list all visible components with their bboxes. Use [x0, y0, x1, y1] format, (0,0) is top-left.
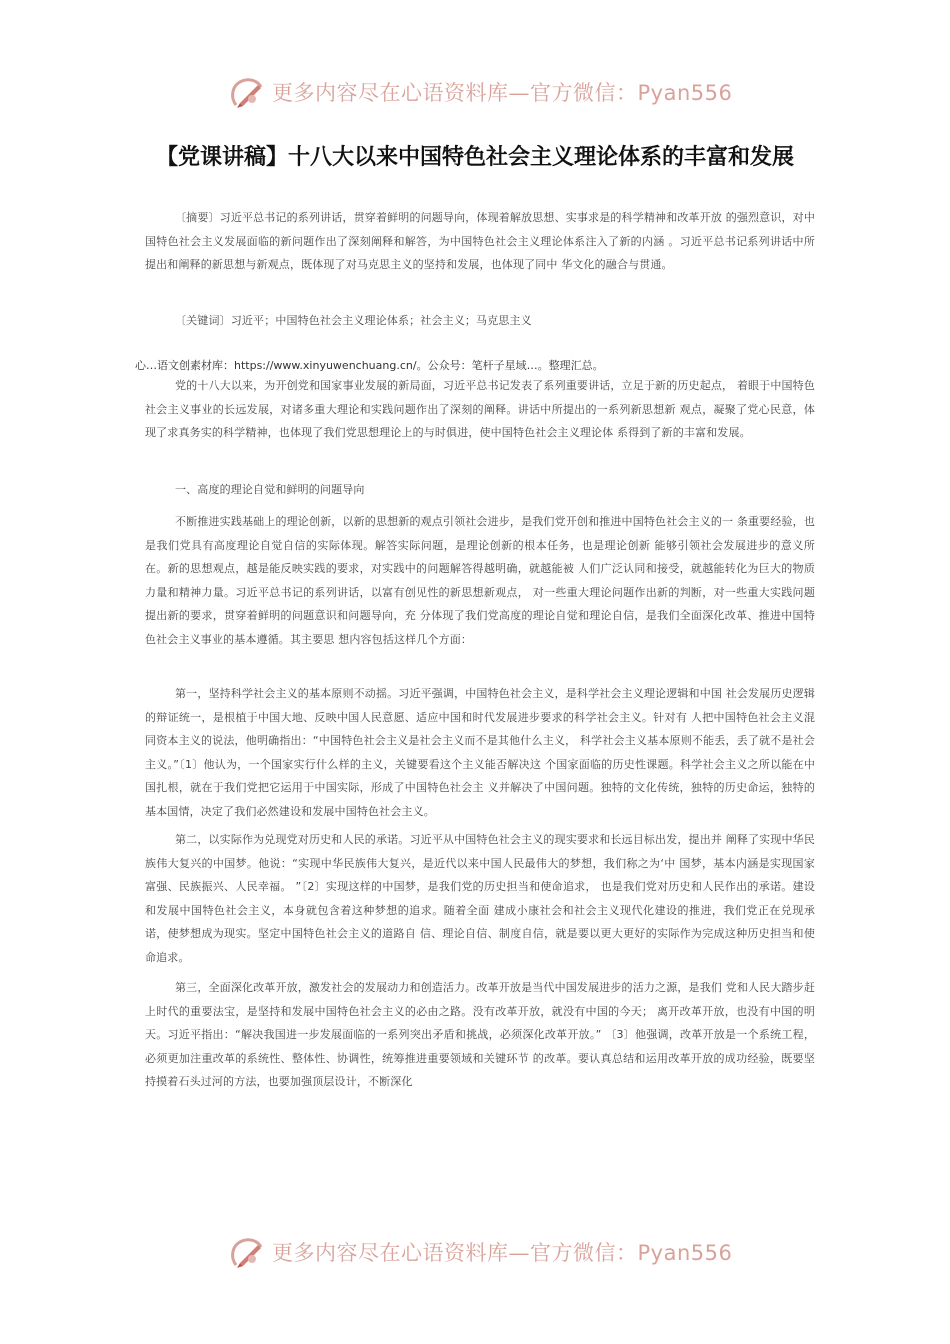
- watermark-text: 更多内容尽在心语资料库—官方微信：Pyan556: [272, 1241, 733, 1265]
- watermark-top: [0, 73, 950, 113]
- watermark-bottom: [0, 1233, 950, 1273]
- page-title: 【党课讲稿】十八大以来中国特色社会主义理论体系的丰富和发展: [155, 145, 794, 170]
- pen-logo-icon: [228, 1235, 268, 1271]
- body-paragraph: 第一，坚持科学社会主义的基本原则不动摇。习近平强调，中国特色社会主义，是科学社会主义理论逻辑和中国 社会发展历史逻辑的辩证统一，是根植于中国大地、反映中国人民意愿、适应中国和时代发展进步要求的科学社会主义。针对有 人把中国特色社会主义混同资本主义的说法，他明确指出：“中国特色社会主义是社会主义而不是其他什么主义， 科学社会主义基本原则不能丢，丢了就不是社会主义。”〔1〕他认为，一个国家实行什么样的主义，关键要看这个主义能否解决这 个国家面临的历史性课题。科学社会主义之所以能在中国扎根，就在于我们党把它运用于中国实际，形成了中国特色社会主 义并解决了中国问题。独特的文化传统，独特的历史命运，独特的基本国情，决定了我们必然建设和发展中国特色社会主义。: [145, 687, 815, 818]
- abstract-paragraph: 〔摘要〕习近平总书记的系列讲话，贯穿着鲜明的问题导向，体现着解放思想、实事求是的科学精神和改革开放 的强烈意识，对中国特色社会主义发展面临的新问题作出了深刻阐释和解答，为中国特色社会主义理论体系注入了新的内涵 。习近平总书记系列讲话中所提出和阐释的新思想与新观点，既体现了对马克思主义的坚持和发展，也体现了同中 华文化的融合与贯通。: [145, 211, 815, 272]
- body-paragraph: 党的十八大以来，为开创党和国家事业发展的新局面，习近平总书记发表了系列重要讲话，立足于新的历史起点， 着眼于中国特色社会主义事业的长远发展，对诸多重大理论和实践问题作出了深刻的阐释。讲话中所提出的一系列新思想新 观点，凝聚了党心民意，体现了求真务实的科学精神，也体现了我们党思想理论上的与时俱进，使中国特色社会主义理论体 系得到了新的丰富和发展。: [145, 379, 815, 440]
- keywords-paragraph: 〔关键词〕习近平；中国特色社会主义理论体系；社会主义；马克思主义: [175, 314, 532, 327]
- body-paragraph: 不断推进实践基础上的理论创新，以新的思想新的观点引领社会进步，是我们党开创和推进中国特色社会主义的一 条重要经验，也是我们党具有高度理论自觉自信的实际体现。解答实际问题，是理论创新的根本任务，也是理论创新 能够引领社会发展进步的意义所在。新的思想观点，越是能反映实践的要求，对实践中的问题解答得越明确，就越能被 人们广泛认同和接受，就越能转化为巨大的物质力量和精神力量。习近平总书记的系列讲话，以富有创见性的新思想新观点， 对一些重大理论问题作出新的判断，对一些重大实践问题提出新的要求，贯穿着鲜明的问题意识和问题导向，充 分体现了我们党高度的理论自觉和理论自信，是我们全面深化改革、推进中国特色社会主义事业的基本遵循。其主要思 想内容包括这样几个方面：: [145, 515, 815, 646]
- watermark-wechat-id: Pyan556: [637, 81, 733, 105]
- watermark-text: 更多内容尽在心语资料库—官方微信：Pyan556: [272, 81, 733, 105]
- pen-logo-icon: [228, 75, 268, 111]
- watermark-wechat-id: Pyan556: [637, 1241, 733, 1265]
- section-heading: 一、高度的理论自觉和鲜明的问题导向: [175, 483, 365, 496]
- source-note: 心…语文创素材库：https://www.xinyuwenchuang.cn/。公众号：笔杆子星域…。整理汇总。: [135, 359, 604, 372]
- body-paragraph: 第二，以实际作为兑现党对历史和人民的承诺。习近平从中国特色社会主义的现实要求和长远目标出发，提出并 阐释了实现中华民族伟大复兴的中国梦。他说：“实现中华民族伟大复兴，是近代以来中国人民最伟大的梦想，我们称之为‘中 国梦，基本内涵是实现国家富强、民族振兴、人民幸福。 ”〔2〕实现这样的中国梦，是我们党的历史担当和使命追求， 也是我们党对历史和人民作出的承诺。建设和发展中国特色社会主义，本身就包含着这种梦想的追求。随着全面 建成小康社会和社会主义现代化建设的推进，我们党正在兑现承诺，使梦想成为现实。坚定中国特色社会主义的道路自 信、理论自信、制度自信，就是要以更大更好的实际作为完成这种历史担当和使命追求。: [145, 833, 815, 964]
- body-paragraph: 第三，全面深化改革开放，激发社会的发展动力和创造活力。改革开放是当代中国发展进步的活力之源，是我们 党和人民大踏步赶上时代的重要法宝，是坚持和发展中国特色社会主义的必由之路。没有改革开放，就没有中国的今天； 离开改革开放，也没有中国的明天。习近平指出：“解决我国进一步发展面临的一系列突出矛盾和挑战，必须深化改革开放。” 〔3〕他强调，改革开放是一个系统工程，必须更加注重改革的系统性、整体性、协调性，统筹推进重要领域和关键环节 的改革。要认真总结和运用改革开放的成功经验，既要坚持摸着石头过河的方法，也要加强顶层设计，不断深化: [145, 981, 815, 1089]
